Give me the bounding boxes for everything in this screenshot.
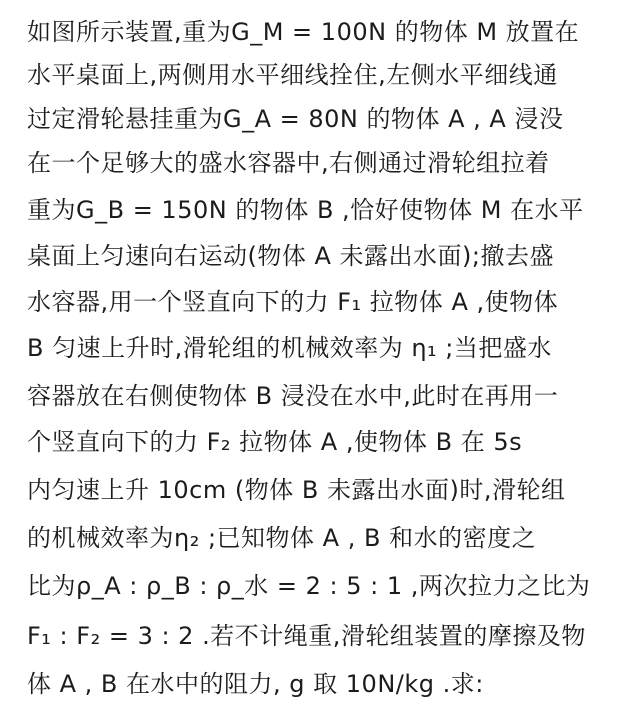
text-line-2: 水平桌面上,两侧用水平细线拴住,左侧水平细线通	[27, 61, 558, 89]
text-line-11: 内匀速上升 10cm (物体 B 未露出水面)时,滑轮组	[27, 476, 566, 504]
text-line-9: 容器放在右侧使物体 B 浸没在水中,此时在再用一	[27, 382, 559, 410]
text-line-3: 过定滑轮悬挂重为G_A = 80N 的物体 A , A 浸没	[27, 105, 564, 133]
text-line-7: 水容器,用一个竖直向下的力 F₁ 拉物体 A ,使物体	[27, 288, 559, 316]
text-line-10: 个竖直向下的力 F₂ 拉物体 A ,使物体 B 在 5s	[27, 428, 523, 456]
text-line-6: 桌面上匀速向右运动(物体 A 未露出水面);撤去盛	[27, 242, 554, 270]
text-line-14: F₁ : F₂ = 3 : 2 .若不计绳重,滑轮组装置的摩擦及物	[27, 622, 586, 650]
text-line-13: 比为ρ_A : ρ_B : ρ_水 = 2 : 5 : 1 ,两次拉力之比为	[27, 572, 591, 600]
text-line-15: 体 A , B 在水中的阻力, g 取 10N/kg .求:	[27, 670, 484, 698]
text-line-1: 如图所示装置,重为G_M = 100N 的物体 M 放置在	[27, 18, 580, 46]
text-line-4: 在一个足够大的盛水容器中,右侧通过滑轮组拉着	[27, 149, 550, 177]
text-line-5: 重为G_B = 150N 的物体 B ,恰好使物体 M 在水平	[27, 196, 584, 224]
text-line-8: B 匀速上升时,滑轮组的机械效率为 η₁ ;当把盛水	[27, 334, 552, 362]
text-line-12: 的机械效率为η₂ ;已知物体 A , B 和水的密度之	[27, 524, 537, 552]
